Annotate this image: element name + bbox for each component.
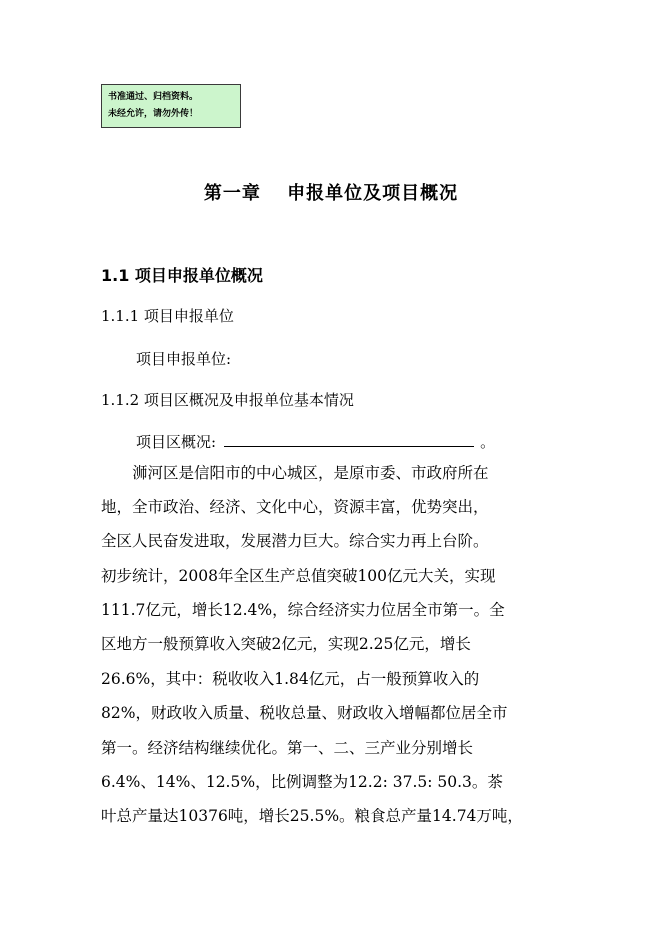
chapter-title: 第一章 申报单位及项目概况 — [203, 183, 459, 204]
paragraph-line: 6.4%、14%、12.5%，比例调整为12.2: 37.5: 50.3。茶 — [101, 773, 503, 791]
applicant-label: 项目申报单位: — [136, 350, 232, 368]
section-heading-1-1: 1.1 项目申报单位概况 — [101, 266, 263, 285]
area-overview-field — [136, 431, 495, 452]
area-label: 项目区概况: — [136, 433, 217, 451]
paragraph-line: 26.6%，其中：税收收入1.84亿元，占一般预算收入的 — [101, 670, 480, 688]
stamp-line-2: 未经允许，请勿外传！ — [108, 109, 199, 119]
confidential-stamp — [101, 84, 241, 128]
section-heading-1-1-1: 1.1.1 项目申报单位 — [101, 307, 234, 325]
paragraph-line: 第一。经济结构继续优化。第一、二、三产业分别增长 — [101, 739, 474, 757]
paragraph-line: 地，全市政治、经济、文化中心，资源丰富，优势突出， — [101, 498, 489, 516]
applicant-field — [136, 348, 231, 369]
paragraph-line: 111.7亿元，增长12.4%，综合经济实力位居全市第一。全 — [101, 601, 505, 619]
paragraph-line: 82%，财政收入质量、税收总量、财政收入增幅都位居全市 — [101, 704, 508, 722]
fill-in-blank-line — [224, 431, 474, 447]
area-end-mark: 。 — [480, 433, 496, 451]
paragraph-line: 区地方一般预算收入突破2亿元，实现2.25亿元，增长 — [101, 635, 471, 653]
paragraph-line: 叶总产量达10376吨，增长25.5%。粮食总产量14.74万吨， — [101, 807, 523, 825]
section-heading-1-1-2: 1.1.2 项目区概况及申报单位基本情况 — [101, 391, 354, 409]
paragraph-line: 初步统计，2008年全区生产总值突破100亿元大关，实现 — [101, 567, 496, 585]
stamp-line-1: 书准通过、归档资料。 — [108, 92, 199, 102]
paragraph-line: 浉河区是信阳市的中心城区，是原市委、市政府所在 — [101, 464, 489, 482]
paragraph-line: 全区人民奋发进取，发展潜力巨大。综合实力再上台阶。 — [101, 532, 489, 550]
